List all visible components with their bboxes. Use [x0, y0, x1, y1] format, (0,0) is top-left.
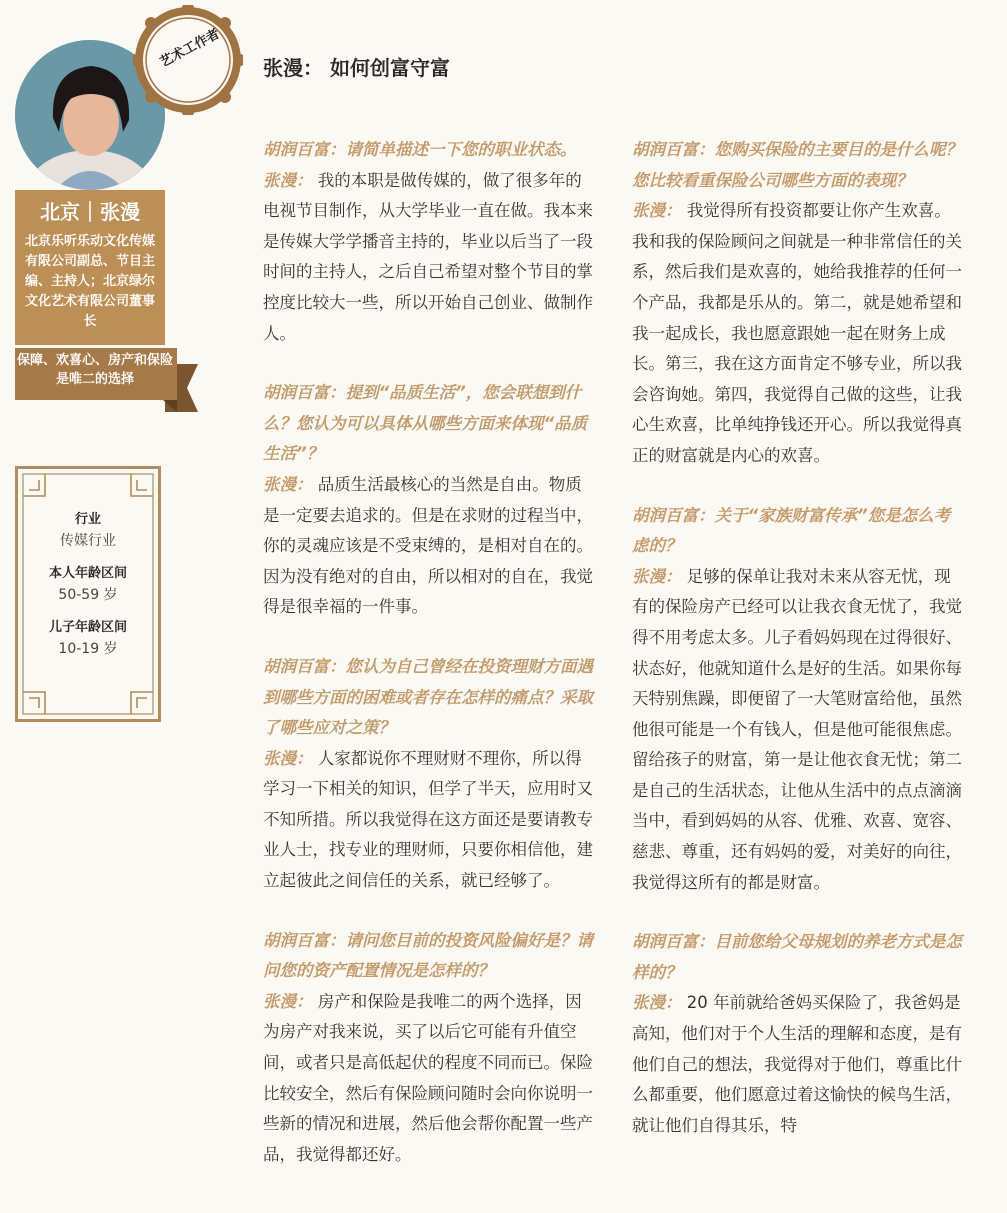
speaker-label: 张漫：	[632, 201, 682, 221]
speaker-label: 张漫：	[632, 566, 682, 586]
speaker-label: 张漫：	[263, 170, 313, 190]
age-value: 50-59 岁	[58, 587, 118, 603]
badge-label: 艺术工作者	[157, 26, 223, 71]
info-panel	[15, 510, 161, 672]
qa-item	[263, 135, 593, 349]
industry-value: 传媒行业	[60, 533, 116, 549]
right-column	[632, 135, 962, 1170]
occupation-badge	[133, 5, 243, 115]
profile-name: 北京｜张漫	[40, 200, 140, 224]
answer	[632, 196, 962, 471]
speaker-label: 张漫：	[632, 993, 682, 1013]
question: 胡润百富：目前您给父母规划的养老方式是怎样的？	[632, 932, 962, 982]
qa-item	[632, 135, 962, 472]
answer	[263, 166, 593, 350]
profile-card	[15, 190, 165, 345]
question: 胡润百富：提到“品质生活”，您会联想到什么？您认为可以具体从哪些方面来体现“品质生活”？	[263, 383, 588, 464]
speaker-label: 张漫：	[263, 474, 313, 494]
answer	[263, 987, 593, 1171]
question: 胡润百富：关于“家族财富传承”您是怎么考虑的？	[632, 505, 951, 556]
speaker-label: 张漫：	[263, 748, 313, 768]
answer	[263, 470, 593, 623]
answer-text: 足够的保单让我对未来从容无忧，现有的保险房产已经可以让我衣食无忧了，我觉得不用考虑太多。儿子看妈妈现在过得很好、状态好，他就知道什么是好的生活。如果你每天特别焦躁，即便留了一大笔财富给他，虽然他很可能是一个有钱人，但是他可能很焦虑。留给孩子的财富，第一是让他衣食无忧；第二是自己的生活状态，让他从生活中的点点滴滴当中，看到妈妈的从容、优雅、欢喜、宽容、慈悲、尊重，还有妈妈的爱，对美好的向往，我觉得这所有的都是财富。	[632, 566, 962, 892]
child-age-value: 10-19 岁	[58, 641, 118, 657]
child-age-label: 儿子年龄区间	[48, 620, 127, 635]
left-column	[263, 135, 593, 1199]
qa-item	[263, 926, 593, 1171]
answer-text: 人家都说你不理财财不理你，所以得学习一下相关的知识，但学了半天，应用时又不知所措。所以我觉得在这方面还是要请教专业人士，找专业的理财师，只要你相信他，建立起彼此之间信任的关系，就已经够了。	[263, 748, 593, 891]
question: 胡润百富：您认为自己曾经在投资理财方面遇到哪些方面的困难或者存在怎样的痛点？采取了哪些应对之策？	[263, 656, 593, 738]
answer-text: 我觉得所有投资都要让你产生欢喜。我和我的保险顾问之间就是一种非常信任的关系，然后我们是欢喜的，她给我推荐的任何一个产品，我都是乐从的。第二，就是她希望和我一起成长，我也愿意跟她一起在财务上成长。第三，我在这方面肯定不够专业，所以我会咨询她。第四，我觉得自己做的这些，让我心生欢喜，比单纯挣钱还开心。所以我觉得真正的财富就是内心的欢喜。	[632, 201, 962, 465]
answer	[263, 744, 593, 897]
qa-item	[632, 501, 962, 899]
motto-ribbon	[15, 348, 198, 414]
question: 胡润百富：您购买保险的主要目的是什么呢？您比较看重保险公司哪些方面的表现？	[632, 140, 962, 190]
question: 胡润百富：请问您目前的投资风险偏好是？请问您的资产配置情况是怎样的？	[263, 930, 593, 981]
answer-text: 房产和保险是我唯二的两个选择，因为房产对我来说，买了以后它可能有升值空间，或者只是高低起伏的程度不同而已。保险比较安全，然后有保险顾问随时会向你说明一些新的情况和进展，然后他会帮你配置一些产品，我觉得都还好。	[263, 991, 593, 1164]
answer	[632, 562, 962, 899]
question: 胡润百富：请简单描述一下您的职业状态。	[263, 140, 577, 159]
industry-label: 行业	[74, 512, 101, 527]
motto-text: 保障、欢喜心、房产和保险是唯二的选择	[16, 353, 173, 387]
page-title: 张漫： 如何创富守富	[263, 56, 450, 80]
answer	[632, 988, 962, 1141]
qa-item	[263, 652, 593, 897]
profile-description: 北京乐听乐动文化传媒有限公司副总、节目主编、主持人；北京绿尔文化艺术有限公司董事长	[24, 234, 155, 329]
age-label: 本人年龄区间	[48, 566, 127, 581]
speaker-label: 张漫：	[263, 991, 313, 1011]
qa-item	[263, 378, 593, 623]
answer-text: 我的本职是做传媒的，做了很多年的电视节目制作，从大学毕业一直在做。我本来是传媒大学学播音主持的，毕业以后当了一段时间的主持人，之后自己希望对整个节目的掌控度比较大一些，所以开始自己创业、做制作人。	[263, 170, 593, 343]
qa-item	[632, 927, 962, 1141]
answer-text: 20 年前就给爸妈买保险了，我爸妈是高知，他们对于个人生活的理解和态度，是有他们自己的想法，我觉得对于他们，尊重比什么都重要，他们愿意过着这愉快的候鸟生活，就让他们自得其乐，特	[632, 993, 962, 1135]
answer-text: 品质生活最核心的当然是自由。物质是一定要去追求的。但是在求财的过程当中，你的灵魂应该是不受束缚的，是相对自在的。因为没有绝对的自由，所以相对的自在，我觉得是很幸福的一件事。	[263, 474, 593, 617]
